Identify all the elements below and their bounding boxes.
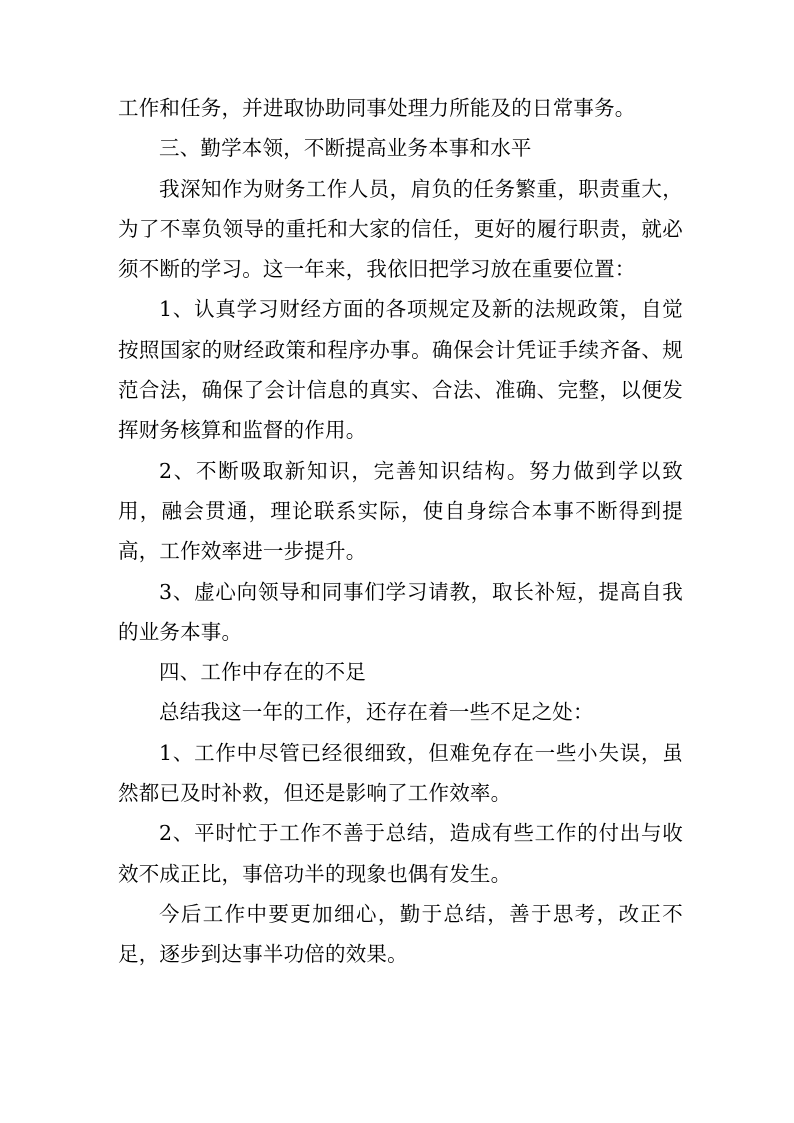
section-heading-study: 三、勤学本领，不断提高业务本事和水平	[159, 136, 532, 161]
section-heading-shortcomings: 四、工作中存在的不足	[159, 660, 366, 685]
list-item-study-1: 1、认真学习财经方面的各项规定及新的法规政策，自觉按照国家的财经政策和程序办事。确保会计凭证手续齐备、规范合法，确保了会计信息的真实、合法、准确、完整，以便发挥财务核算和监督的作用。	[118, 297, 683, 443]
list-item-study-2: 2、不断吸取新知识，完善知识结构。努力做到学以致用，融会贯通，理论联系实际，使自身综合本事不断得到提高，工作效率进一步提升。	[118, 458, 683, 564]
paragraph-continuation: 工作和任务，并进取协助同事处理力所能及的日常事务。	[118, 96, 636, 120]
paragraph-conclusion: 今后工作中要更加细心，勤于总结，善于思考，改正不足，逐步到达事半功倍的效果。	[118, 901, 683, 967]
paragraph-study-intro: 我深知作为财务工作人员，肩负的任务繁重，职责重大，为了不辜负领导的重托和大家的信任，更好的履行职责，就必须不断的学习。这一年来，我依旧把学习放在重要位置：	[118, 176, 683, 282]
paragraph-shortcomings-intro: 总结我这一年的工作，还存在着一些不足之处：	[159, 700, 594, 725]
list-item-shortcoming-2: 2、平时忙于工作不善于总结，造成有些工作的付出与收效不成正比，事倍功半的现象也偶有发生。	[118, 821, 683, 886]
list-item-shortcoming-1: 1、工作中尽管已经很细致，但难免存在一些小失误，虽然都已及时补救，但还是影响了工作效率。	[118, 740, 683, 806]
list-item-study-3: 3、虚心向领导和同事们学习请教，取长补短，提高自我的业务本事。	[118, 579, 683, 644]
document-body	[118, 88, 683, 975]
